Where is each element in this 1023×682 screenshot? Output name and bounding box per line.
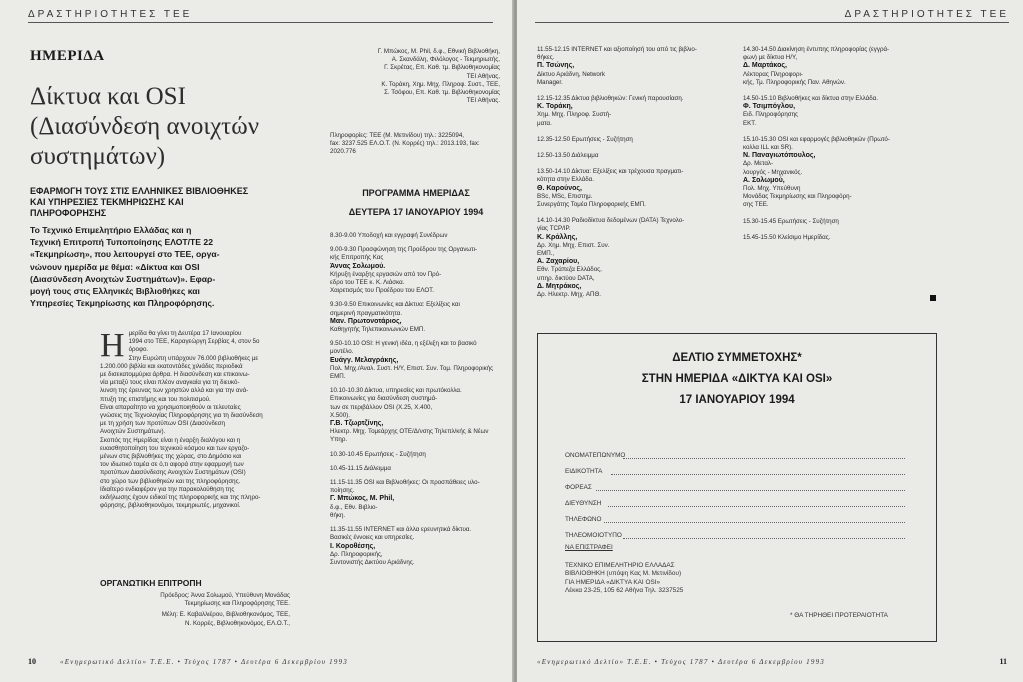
programme-line: 10.45-11.15 Διάλειμμα	[330, 464, 391, 472]
address-line: Λέκκα 23-25, 105 62 Αθήνα Τηλ. 3237525	[565, 587, 684, 595]
title-line: (Διασύνδεση ανοιχτών	[30, 113, 259, 140]
speaker-affiliation: Δίκτυο Αριάδνη, Network	[537, 70, 605, 78]
subhead-line: ΕΦΑΡΜΟΓΗ ΤΟΥΣ ΣΤΙΣ ΕΛΛΗΝΙΚΕΣ ΒΙΒΛΙΟΘΗΚΕΣ	[30, 186, 249, 196]
member-line: Κ. Τοράκη, Χημ. Μηχ. Πληροφ. Συστ., ΤΕΕ,	[381, 80, 500, 88]
speaker-name: Γ. Μπώκος, Μ. Phil,	[330, 495, 395, 503]
folio-right: «Ενημερωτικό Δελτίο» Τ.Ε.Ε. • Τεύχος 1787 • Δευτέρα 6 Δεκεμβρίου 1993	[537, 658, 825, 666]
title-line: συστημάτων)	[30, 143, 166, 170]
programme-line: 8.30-9.00 Υποδοχή και εγγραφή Συνέδρων	[330, 232, 448, 239]
body-line: Ιδιαίτερο ενδιαφέρον για την παρακολούθηση της	[100, 485, 235, 493]
programme-line: κολλα ILL και SR).	[743, 144, 793, 152]
lead-line: Υπηρεσίες Τεκμηρίωσης και Πληροφόρησης.	[30, 298, 215, 309]
form-field-label: ΤΗΛΕΟΜΟΙΟΤΥΠΟ	[565, 532, 622, 539]
programme-line: Βασικές έννοιες και υπηρεσίες.	[330, 534, 415, 542]
programme-time: 14.50-15.10 Βιβλιοθήκες και δίκτυα στην Ελλάδα.	[743, 95, 878, 103]
body-line: πτυξη της επιστήμης και του πολιτισμού.	[100, 395, 211, 403]
programme-time: 12.15-12.35 Δίκτυα βιβλιοθηκών: Γενική παρουσίαση.	[537, 95, 684, 103]
header-rule	[28, 22, 493, 23]
speaker-affiliation: Manager.	[537, 78, 563, 86]
member-line: Σ. Τσόφου, Επ. Καθ. τμ. Βιβλιοθηκονομίας	[384, 89, 500, 97]
address-line: ΓΙΑ ΗΜΕΡΙΔΑ «ΔΙΚΤΥΑ ΚΑΙ OSI»	[565, 578, 661, 586]
programme-item	[330, 451, 502, 459]
programme-item	[537, 168, 727, 209]
body-line: 1.200.000 βιβλία και εκατοντάδες χιλιάδες περιοδικά	[100, 362, 243, 370]
form-field-label: ΤΗΛΕΦΩΝΟ	[565, 516, 602, 523]
drop-cap: Η	[100, 327, 125, 364]
return-heading: ΝΑ ΕΠΙΣΤΡΑΦΕΙ	[565, 544, 613, 551]
body-line: 1994 στο ΤΕΕ, Καραγεώργη Σερβίας 4, στον 5ο	[128, 338, 260, 346]
body-line: νία μεταξύ τους είναι πλέον αναγκαία για τη διευκό-	[100, 379, 240, 387]
info-line: Πληροφορίες: ΤΕΕ (Μ. Μετινίδου) τηλ.: 3225094,	[330, 132, 464, 139]
form-field-line[interactable]	[611, 474, 905, 475]
member-line: Γ. Σκρέτας, Επ. Καθ. τμ. Βιβλιοθηκονομίας	[384, 64, 500, 72]
speaker-affiliation: Χαιρετισμός του Προέδρου του ΕΛΟΤ.	[330, 287, 434, 295]
programme-line: 9.50-10.10 OSI: Η γενική ιδέα, η εξέλιξη και το βασικό	[330, 340, 477, 348]
speaker-affiliation: Εθν. Τράπεζα Ελλάδος,	[537, 266, 602, 274]
speaker-affiliation: κής, Τμ. Πληροφορικής Παν. Αθηνών.	[743, 78, 846, 86]
programme-line: X.500).	[330, 411, 350, 419]
speaker-name: Α. Ζαχαρίου,	[537, 258, 580, 266]
programme-column-b	[743, 46, 943, 250]
programme-item	[330, 246, 502, 295]
body-line: μένων στις βιβλιοθήκες της χώρας, στο Δημόσιο και	[100, 453, 242, 461]
programme-date: ΔΕΥΤΕΡΑ 17 ΙΑΝΟΥΑΡΙΟΥ 1994	[348, 207, 484, 217]
speaker-affiliation: υπηρ. δικτύου DATA,	[537, 274, 595, 282]
speaker-affiliation: ΕΚΤ.	[743, 119, 757, 127]
body-line: τον ιδιωτικό τομέα σε ό,τι αφορά στην εφαρμογή των	[100, 461, 244, 469]
page-number-right: 11	[999, 657, 1007, 666]
speaker-name: Ευάγγ. Μελαγράκης,	[330, 356, 399, 364]
body-text	[100, 327, 294, 510]
end-mark	[930, 295, 936, 301]
body-line: γνώσεις της Τεχνολογίας Πληροφόρησης για τη διασύνδεση	[100, 412, 263, 420]
speaker-affiliation: Δρ. Ηλεκτρ. Μηχ. ΑΠΘ.	[537, 291, 601, 299]
programme-item	[537, 217, 727, 299]
lead-paragraph	[30, 224, 292, 309]
speaker-name: Κ. Τοράκη,	[537, 103, 573, 111]
committee-line: Πρόεδρος: Άννα Σολωμού, Υπεύθυνη Μονάδας	[160, 592, 290, 599]
body-line: Σκοπός της Ημερίδας είναι η έναρξη διαλόγου και η	[100, 436, 241, 444]
programme-line: φων) με δίκτυα Η/Υ,	[743, 54, 798, 62]
body-line: με δισεκατομμύρια άρθρα. Η διασύνδεση και επικοινω-	[100, 371, 250, 379]
article-title	[30, 82, 280, 172]
lead-line: μογή τους στις Ελληνικές Βιβλιοθήκες και	[30, 286, 200, 297]
programme-schedule	[330, 232, 502, 573]
programme-item	[330, 340, 502, 381]
body-line: ευαισθητοποίηση του τεχνικού κόσμου και των εργαζο-	[100, 444, 250, 452]
speaker-name: Κ. Κράλλης,	[537, 233, 578, 241]
programme-line: σημερινή πραγματικότητα.	[330, 309, 403, 317]
form-title	[538, 348, 936, 411]
body-line: Ανοιχτών Συστημάτων).	[100, 428, 166, 436]
body-line: λυνση της έρευνας των χρηστών αλλά και για την ανά-	[100, 387, 249, 395]
info-block	[330, 132, 502, 157]
programme-line: 9.00-9.30 Προσφώνηση της Προέδρου της Οργανωτι-	[330, 246, 478, 254]
speaker-name: Φ. Τσιμπόγλου,	[743, 103, 796, 111]
subhead	[30, 186, 290, 219]
speaker-name: Δ. Μητράκος,	[537, 282, 582, 290]
folio-left: «Ενημερωτικό Δελτίο» Τ.Ε.Ε. • Τεύχος 1787 • Δευτέρα 6 Δεκεμβρίου 1993	[60, 658, 348, 666]
programme-item	[743, 95, 943, 128]
programme-column-a	[537, 46, 727, 307]
programme-item	[743, 218, 943, 226]
programme-line: Επικοινωνίες για διασύνδεση συστημά-	[330, 395, 438, 403]
body-line: εκδήλωσης έχουν ειδικοί της πληροφορικής και της πληρο-	[100, 494, 261, 502]
info-line: 2020.776	[330, 148, 356, 156]
form-field-line[interactable]	[608, 506, 905, 507]
speaker-affiliation: Χημ. Μηχ. Πληροφ. Συστή-	[537, 111, 612, 119]
programme-time: 12.35-12.50 Ερωτήσεις - Συζήτηση	[537, 135, 633, 143]
programme-item	[537, 95, 727, 128]
body-line: φόρησης, βιβλιοθηκονόμοι, τεκμηριωτές, μηχανικοί.	[100, 502, 241, 510]
committee-line: Ν. Κορρές, Βιβλιοθηκονόμος, ΕΛ.Ο.Τ.,	[185, 619, 290, 627]
form-field-line[interactable]	[623, 458, 905, 459]
programme-line: 11.35-11.55 INTERNET και άλλα ερευνητικά δίκτυα.	[330, 526, 472, 534]
page-number-left: 10	[28, 657, 36, 666]
programme-item	[330, 232, 502, 240]
header-rule	[535, 22, 1009, 23]
member-line: ΤΕΙ Αθήνας,	[466, 72, 500, 80]
speaker-affiliation: ΕΜΠ.,	[537, 250, 555, 258]
programme-item	[330, 301, 502, 334]
programme-line: κότητα στην Ελλάδα.	[537, 176, 594, 184]
body-line: μερίδα θα γίνει τη Δευτέρα 17 Ιανουαρίου	[128, 330, 242, 337]
programme-item	[537, 152, 727, 160]
body-line: όροφο.	[128, 346, 149, 354]
lead-line: Τεχνική Επιτροπή Τυποποίησης ΕΛΟΤ/ΤΕ 22	[30, 237, 213, 248]
speaker-affiliation: εδρο του ΤΕΕ κ. Κ. Λιάσκα.	[330, 279, 405, 287]
speaker-affiliation: BSc, MSc, Επιστημ.	[537, 192, 593, 200]
form-field-line[interactable]	[623, 538, 905, 539]
committee-heading: ΟΡΓΑΝΩΤΙΚΗ ΕΠΙΤΡΟΠΗ	[100, 578, 202, 588]
speaker-name: Π. Τσώνης,	[537, 62, 575, 70]
speaker-affiliation: Συντονιστής Δικτύου Αριάδνης.	[330, 558, 415, 566]
speaker-affiliation: Λέκτορας Πληροφορι-	[743, 70, 803, 78]
programme-item	[330, 465, 502, 473]
registration-form	[537, 333, 937, 642]
lead-line: «Τεκμηρίωση», που λειτουργεί στο ΤΕΕ, οργα-	[30, 249, 220, 260]
form-footnote: * ΘΑ ΤΗΡΗΘΕΙ ΠΡΟΤΕΡΑΙΟΤΗΤΑ	[790, 612, 888, 619]
speaker-affiliation: Δρ. Μεταλ-	[743, 160, 774, 168]
speaker-affiliation: Συνεργάτης Τομέα Πληροφορικής ΕΜΠ.	[537, 201, 646, 209]
member-line: Γ. Μπώκος, Μ. Phil, δ.φ., Εθνική Βιβλιοθήκη,	[377, 48, 500, 55]
programme-line: 11.15-11.35 OSI και Βιβλιοθήκες: Οι προσπάθειες υλο-	[330, 479, 480, 487]
body-line: με τη χρήση των προτύπων OSI (Διασύνδεση	[100, 420, 225, 428]
speaker-affiliation: Δρ. Χημ. Μηχ. Επιστ. Συν.	[537, 241, 610, 249]
form-field-line[interactable]	[596, 490, 905, 491]
programme-time: 11.55-12.15 INTERNET και αξιοποίησή του από τις βιβλιο-	[537, 46, 697, 53]
programme-time: 14.30-14.50 Διακίνηση έντυπης πληροφορίας (εγγρά-	[743, 46, 890, 53]
programme-line: θήκες.	[537, 54, 555, 62]
form-field-label: ΔΙΕΥΘΥΝΣΗ	[565, 500, 602, 507]
programme-time: 13.50-14.10 Δίκτυα: Εξελίξεις και τρέχουσα πραγματι-	[537, 168, 684, 176]
programme-item	[330, 479, 502, 520]
speaker-affiliation: Κήρυξη έναρξης εργασιών από τον Πρό-	[330, 270, 442, 278]
speaker-name: Άννας Σολωμού.	[330, 262, 386, 270]
programme-item	[330, 526, 502, 567]
body-lines	[100, 327, 294, 510]
programme-heading: ΠΡΟΓΡΑΜΜΑ ΗΜΕΡΙΔΑΣ	[362, 188, 470, 198]
programme-item	[537, 136, 727, 144]
committee-line: Μέλη: Ε. Καβαλλιέρου, Βιβλιοθηκονόμος, ΤΕΕ,	[161, 611, 290, 619]
programme-time: 15.45-15.50 Κλείσιμο Ημερίδας.	[743, 233, 831, 241]
committee-members-continued	[330, 48, 500, 105]
programme-time: 15.10-15.30 OSI και εφαρμογές βιβλιοθηκών (Πρωτό-	[743, 135, 890, 143]
running-head-right: ΔΡΑΣΤΗΡΙΟΤΗΤΕΣ ΤΕΕ	[844, 9, 1009, 20]
form-field-label: ΕΙΔΙΚΟΤΗΤΑ	[565, 468, 603, 475]
info-line: fax: 3237.525 ΕΛ.Ο.Τ. (Ν. Κορρές) τηλ.: 2013.193, fax:	[330, 140, 480, 148]
programme-item	[743, 234, 943, 242]
speaker-affiliation: Υπηρ.	[330, 436, 348, 444]
programme-item	[537, 46, 727, 87]
running-head-left: ΔΡΑΣΤΗΡΙΟΤΗΤΕΣ ΤΕΕ	[28, 9, 193, 20]
programme-line: 10.10-10.30 Δίκτυα, υπηρεσίες και πρωτόκολλα.	[330, 387, 462, 395]
subhead-line: ΚΑΙ ΥΠΗΡΕΣΙΕΣ ΤΕΚΜΗΡΙΩΣΗΣ ΚΑΙ	[30, 197, 184, 207]
programme-line: μοντέλο.	[330, 348, 354, 356]
committee-line: Τεκμηρίωσης και Πληροφόρησης ΤΕΕ.	[184, 600, 290, 608]
address-line: ΤΕΧΝΙΚΟ ΕΠΙΜΕΛΗΤΗΡΙΟ ΕΛΛΑΔΑΣ	[565, 562, 675, 569]
programme-item	[330, 387, 502, 444]
body-line: προτύπων Διασύνδεσης Ανοιχτών Συστημάτων (OSI)	[100, 469, 246, 477]
speaker-name: Ι. Κοροθέσης,	[330, 542, 376, 550]
programme-time: 15.30-15.45 Ερωτήσεις - Συζήτηση	[743, 217, 839, 225]
body-line: Είναι απαραίτητο να χρησιμοποιηθούν οι τελευταίες	[100, 403, 241, 411]
programme-item	[743, 46, 943, 87]
programme-line: 10.30-10.45 Ερωτήσεις - Συζήτηση	[330, 450, 426, 458]
form-field-line[interactable]	[604, 522, 905, 523]
programme-line: γίας TCP/IP.	[537, 225, 571, 233]
speaker-name: Θ. Καρούνος,	[537, 184, 582, 192]
speaker-affiliation: Καθηγητής Τηλεπικοινωνιών ΕΜΠ.	[330, 326, 426, 334]
programme-time: 12.50-13.50 Διάλειμμα	[537, 152, 599, 160]
speaker-name: Μαν. Πρωτονοτάριος,	[330, 317, 402, 325]
speaker-affiliation: Δρ. Πληροφορικής,	[330, 550, 383, 558]
speaker-name: Α. Σολωμού,	[743, 176, 785, 184]
speaker-name: Δ. Μαρτάκος,	[743, 62, 787, 70]
programme-line: κής Επιτροπής Κας	[330, 254, 384, 262]
member-line: Α. Σκανδάλη, Φιλόλογος - Τεκμηριωτής,	[391, 56, 500, 64]
form-title-line: ΣΤΗΝ ΗΜΕΡΙΔΑ «ΔΙΚΤΥΑ ΚΑΙ OSI»	[641, 373, 833, 385]
programme-line: 9.30-9.50 Επικοινωνίες και Δίκτυα: Εξελίξεις και	[330, 301, 460, 309]
speaker-affiliation: σης ΤΕΕ.	[743, 201, 769, 209]
lead-line: (Διασύνδεση Ανοιχτών Συστημάτων)». Εφαρ-	[30, 273, 216, 284]
form-title-line: ΔΕΛΤΙΟ ΣΥΜΜΕΤΟΧΗΣ*	[672, 352, 802, 364]
form-title-line: 17 ΙΑΝΟΥΑΡΙΟΥ 1994	[679, 394, 795, 406]
committee-list	[100, 592, 290, 628]
member-line: ΤΕΙ Αθήνας.	[466, 97, 500, 105]
speaker-affiliation: ΕΜΠ.	[330, 373, 346, 381]
body-line: στο χώρο των βιβλιοθηκών και της πληροφόρησης.	[100, 477, 241, 485]
programme-item	[743, 136, 943, 210]
speaker-affiliation: Πολ. Μηχ. Υπεύθυνη	[743, 185, 801, 193]
speaker-affiliation: Ειδ. Πληροφόρησης	[743, 111, 799, 119]
lead-line: νώνουν ημερίδα με θέμα: «Δίκτυα και OSI	[30, 261, 200, 272]
speaker-affiliation: Ηλεκτρ. Μηχ. Τομεάρχης ΟΤΕ/Δ/νσης Τηλεπλ/κής & Νέων	[330, 428, 489, 436]
programme-line: των σε περιβάλλον OSI (X.25, X.400,	[330, 403, 433, 411]
speaker-affiliation: λουργός - Μηχανικός.	[743, 168, 803, 176]
form-field-label: ΟΝΟΜΑΤΕΠΩΝΥΜΟ	[565, 452, 626, 459]
form-field-label: ΦΟΡΕΑΣ	[565, 484, 592, 491]
speaker-name: Ν. Παναγιωτόπουλος,	[743, 152, 816, 160]
speaker-affiliation: δ.φ., Εθν. Βιβλιο-	[330, 503, 378, 511]
programme-time: 14.10-14.30 Ραδιοδίκτυα δεδομένων (DATA) Τεχνολο-	[537, 217, 685, 225]
speaker-affiliation: Πολ. Μηχ./Αναλ. Συστ. Η/Υ, Επιστ. Συν. Τομ. Πληροφορικής	[330, 364, 494, 372]
programme-line: ποίησης.	[330, 487, 355, 495]
kicker: ΗΜΕΡΙΔΑ	[30, 48, 105, 64]
speaker-name: Γ.Β. Τζωρτζίνης,	[330, 420, 384, 428]
speaker-affiliation: Μονάδας Τεκμηρίωσης και Πληροφόρη-	[743, 193, 852, 201]
address-line: ΒΙΒΛΙΟΘΗΚΗ (υπόψη Κας Μ. Μετινίδου)	[565, 570, 682, 578]
speaker-affiliation: ματα.	[537, 119, 552, 127]
title-line: Δίκτυα και OSI	[30, 83, 186, 110]
body-line: Στην Ευρώπη υπάρχουν 76.000 βιβλιοθήκες με	[128, 354, 259, 362]
speaker-affiliation: θήκη.	[330, 511, 346, 519]
subhead-line: ΠΛΗΡΟΦΟΡΗΣΗΣ	[30, 208, 107, 218]
return-address	[565, 562, 683, 596]
lead-line: Το Τεχνικό Επιμελητήριο Ελλάδας και η	[30, 225, 192, 235]
